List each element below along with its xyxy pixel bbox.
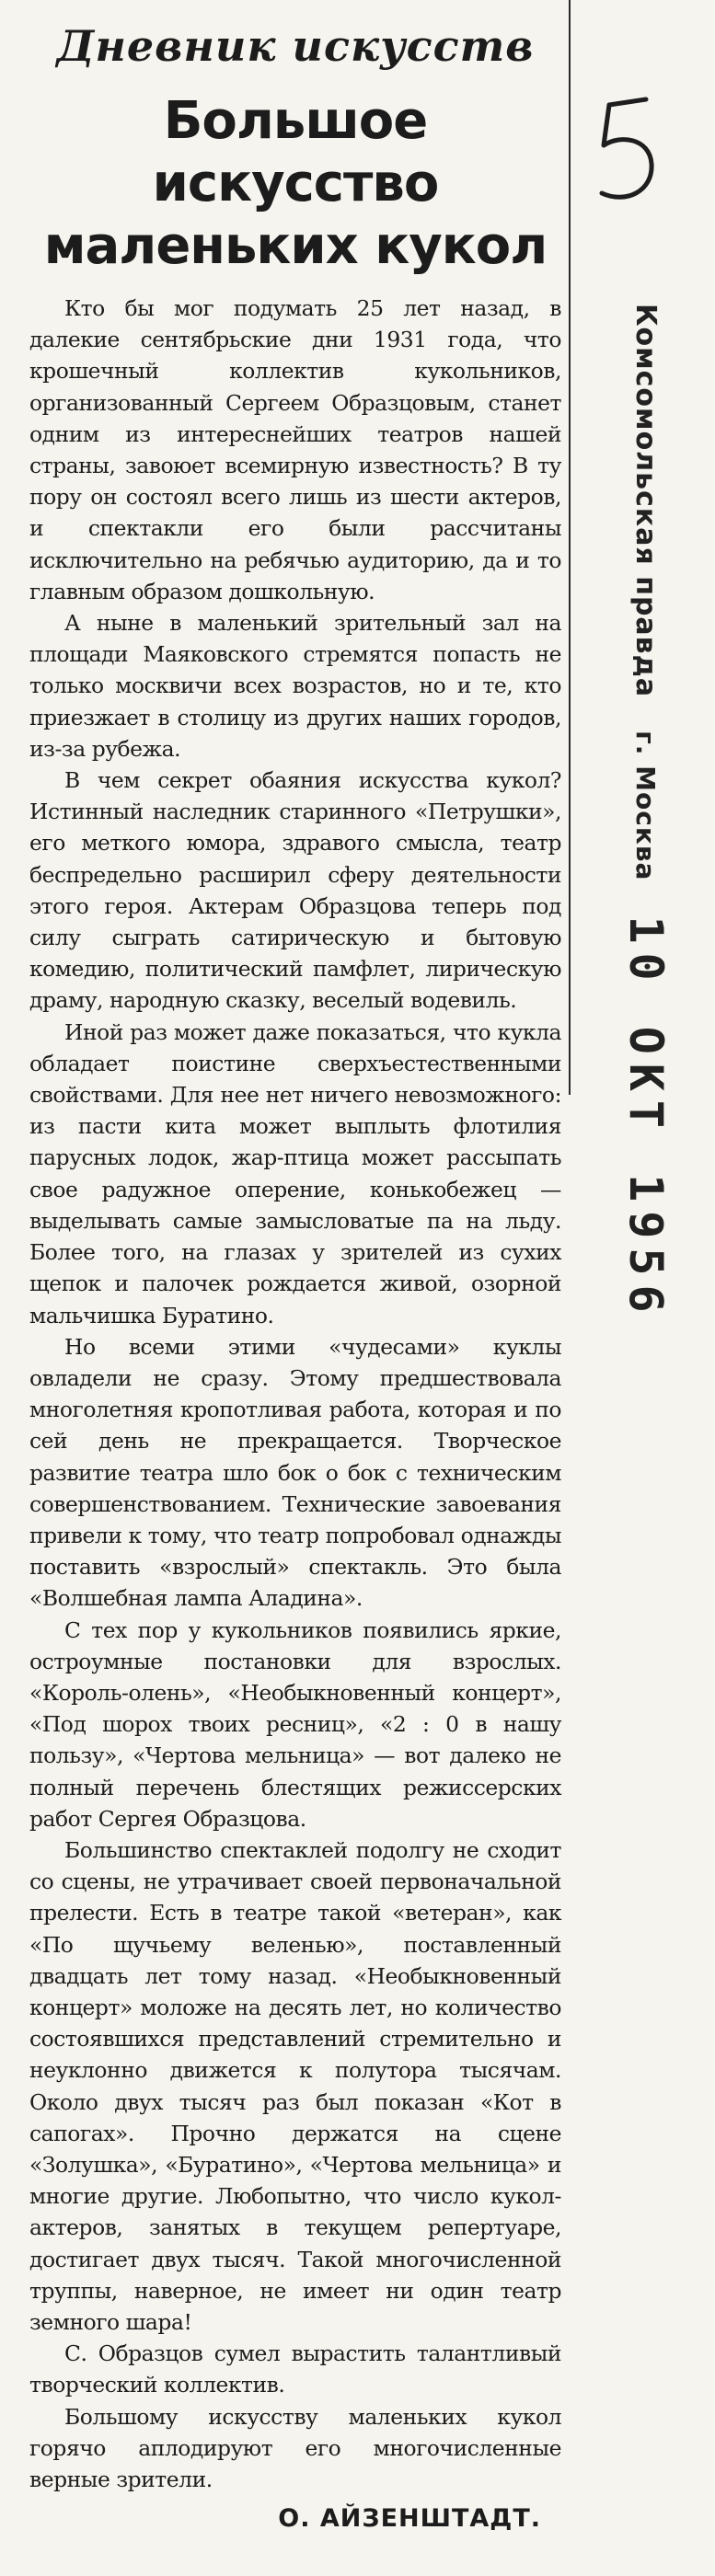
article-headline bbox=[29, 90, 561, 278]
stamp-newspaper-name: Комсомольская правда bbox=[629, 304, 663, 698]
paragraph-2: А ныне в маленький зрительный зал на площади Маяковского стремятся попасть не только москвичи всех возрастов, но и те, кто приезжает в столицу из других наших городов, из-за рубежа. bbox=[29, 610, 561, 762]
stamp-date: 10 ОКТ 1956 bbox=[619, 915, 673, 1322]
article bbox=[29, 18, 561, 2533]
paragraph-7: Большинство спектаклей подолгу не сходит со сцены, не утрачивает своей первоначальной прелести. Есть в театре такой «ветеран», как «По щучьему веленью», поставленный двадцать лет тому назад. «Необыкновенный концерт» моложе на десять лет, но количество состоявшихся представлений стремительно и неуклонно движется к полутора тысячам. Около двух тысяч раз был показан «Кот в сапогах». Прочно держатся на сцене «Золушка», «Буратино», «Чертова мельница» и многие другие. Любопытно, что число кукол-актеров, занятых в текущем репертуаре, достигает двух тысяч. Такой многочисленной труппы, наверное, не имеет ни один театр земного шара! bbox=[29, 1836, 561, 2335]
stamp-city: г. Москва bbox=[630, 730, 662, 881]
handwritten-number-mark bbox=[589, 92, 672, 212]
paragraph-5: Но всеми этими «чудесами» куклы овладели не сразу. Этому предшествовала многолетняя кропотливая работа, которая и по сей день не прекращается. Творческое развитие театра шло бок о бок с техническим совершенствованием. Технические завоевания привели к тому, что театр попробовал однажды поставить «взрослый» спектакль. Это была «Волшебная лампа Аладина». bbox=[29, 1333, 561, 1612]
paragraph-3: В чем секрет обаяния искусства кукол? Истинный наследник старинного «Петрушки», его меткого юмора, здравого смысла, театр беспредельно расширил сферу деятельности этого героя. Актерам Образцова теперь под силу сыграть сатирическую и бытовую комедию, политический памфлет, лирическую драму, народную сказку, веселый водевиль. bbox=[29, 767, 561, 1014]
paragraph-9: Большому искусству маленьких кукол горячо аплодируют его многочисленные верные зрители. bbox=[29, 2403, 561, 2493]
article-body bbox=[29, 293, 561, 2495]
headline-line-2: маленьких кукол bbox=[43, 216, 548, 276]
column-divider bbox=[569, 0, 571, 1095]
paragraph-6: С тех пор у кукольников появились яркие, остроумные постановки для взрослых. «Король-олень», «Необыкновенный концерт», «Под шорох твоих ресниц», «2 : 0 в нашу пользу», «Чертова мельница» — вот далеко не полный перечень блестящих режиссерских работ Сергея Образцова. bbox=[29, 1616, 561, 1832]
paragraph-4: Иной раз может даже показаться, что кукла обладает поистине сверхъестественными свойствами. Для нее нет ничего невозможного: из пасти кита может выплыть флотилия парусных лодок, жар-птица может рассыпать свое радужное оперение, конькобежец — выделывать самые замысловатые па на льду. Более того, на глазах у зрителей из сухих щепок и палочек рождается живой, озорной мальчишка Буратино. bbox=[29, 1018, 561, 1328]
paragraph-1: Кто бы мог подумать 25 лет назад, в далекие сентябрьские дни 1931 года, что крошечный коллектив кукольников, организованный Сергеем Образцовым, станет одним из интереснейших театров нашей страны, завоюет всемирную известность? В ту пору он состоял всего лишь из шести актеров, и спектакли его были рассчитаны исключительно на ребячью аудиторию, да и то главным образом дошкольную. bbox=[29, 295, 561, 604]
paragraph-8: С. Образцов сумел вырастить талантливый творческий коллектив. bbox=[29, 2340, 561, 2398]
headline-line-1: Большое искусство bbox=[152, 91, 439, 213]
section-rubric: Дневник искусств bbox=[56, 21, 535, 71]
author-signature: О. АЙЗЕНШТАДТ. bbox=[278, 2504, 541, 2534]
archive-stamp bbox=[618, 304, 674, 1322]
